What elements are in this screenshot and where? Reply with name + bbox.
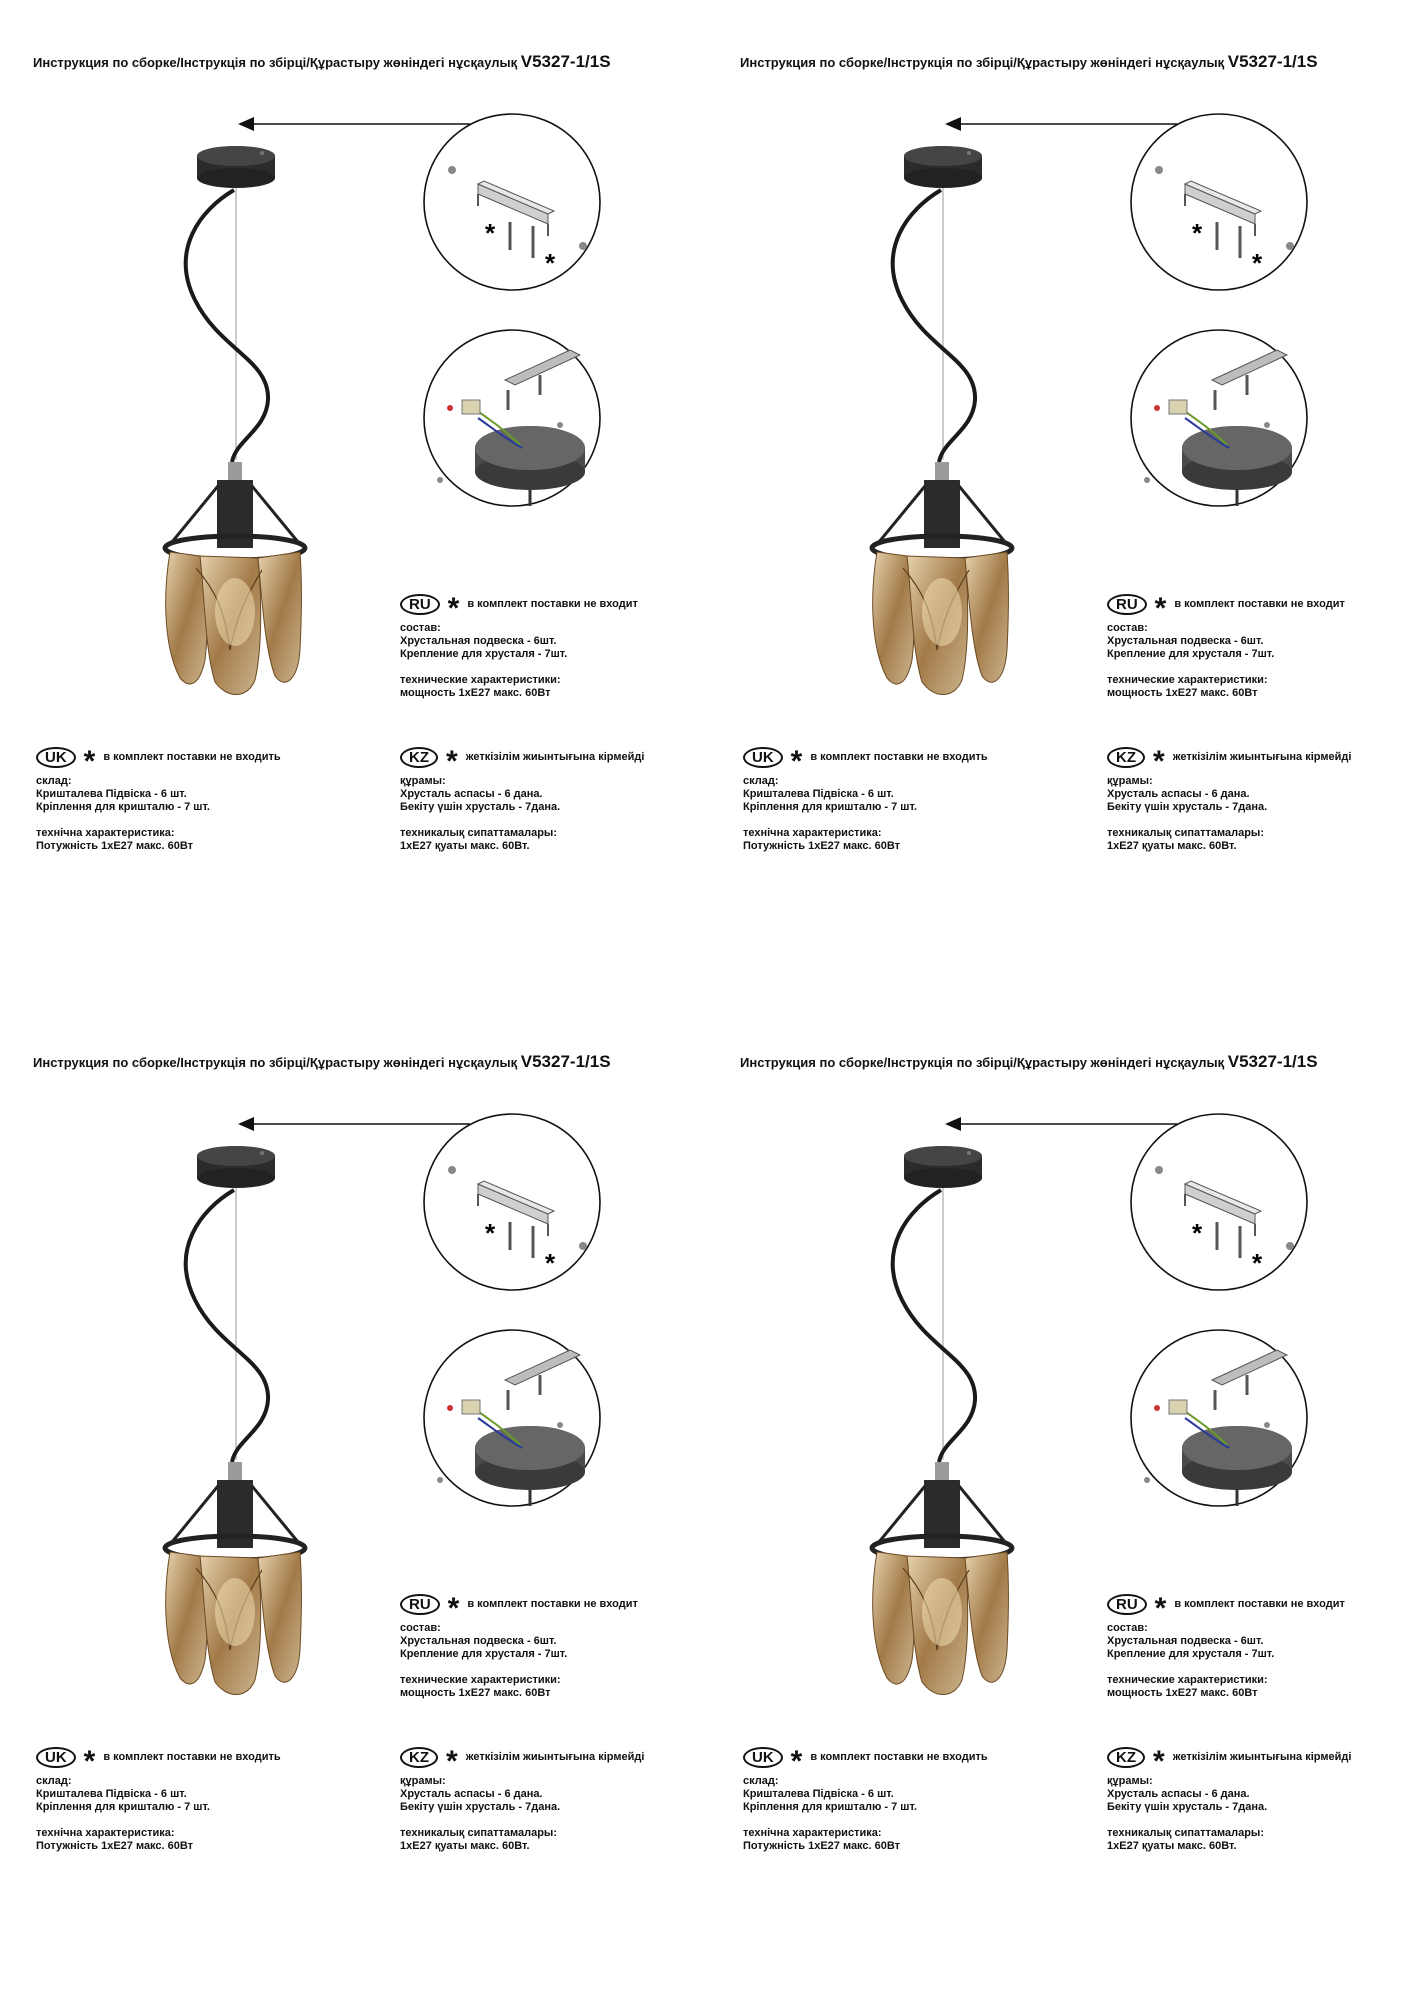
canopy-wiring-icon: [424, 330, 600, 506]
language-badge-uk: UK: [36, 1747, 76, 1768]
composition-label: состав:: [400, 1622, 441, 1634]
model-number: V5327-1/1S: [520, 52, 611, 71]
not-included-note: жеткізілім жиынтығына кірмейді: [465, 750, 645, 763]
pendant-lamp-icon: [872, 146, 1012, 695]
not-included-note: в комплект поставки не входит: [467, 597, 638, 610]
composition-label: склад:: [743, 775, 779, 787]
not-included-note: в комплект поставки не входить: [103, 1750, 281, 1763]
ru-section: [400, 590, 638, 700]
uk-section: [36, 1743, 281, 1853]
language-badge-ru: RU: [1107, 594, 1147, 615]
svg-text:*: *: [485, 218, 496, 248]
uk-section: [743, 1743, 988, 1853]
svg-text:*: *: [1252, 1248, 1263, 1278]
asterisk-icon: *: [790, 1745, 803, 1778]
specs-value: мощность 1xE27 макс. 60Вт: [1107, 1687, 1258, 1699]
specs-label: технические характеристики:: [400, 1674, 561, 1686]
composition-item: Крепление для хрусталя - 7шт.: [400, 648, 568, 660]
composition-item: Бекіту үшін хрусталь - 7дана.: [1107, 801, 1268, 813]
composition-label: состав:: [1107, 622, 1148, 634]
language-badge-kz: KZ: [1107, 1747, 1145, 1768]
composition-label: состав:: [1107, 1622, 1148, 1634]
not-included-note: в комплект поставки не входить: [810, 750, 988, 763]
language-badge-ru: RU: [400, 1594, 440, 1615]
composition-item: Кришталева Підвіска - 6 шт.: [36, 1788, 187, 1800]
svg-text:*: *: [1192, 1218, 1203, 1248]
uk-section: [36, 743, 281, 853]
language-badge-kz: KZ: [400, 747, 438, 768]
composition-item: Хрустальная подвеска - 6шт.: [1107, 1635, 1264, 1647]
svg-text:*: *: [545, 248, 556, 278]
specs-value: Потужність 1xE27 макс. 60Вт: [36, 840, 194, 852]
composition-item: Хрустальная подвеска - 6шт.: [400, 635, 557, 647]
composition-item: Хрусталь аспасы - 6 дана.: [400, 1788, 543, 1800]
kz-section: [1107, 1743, 1351, 1853]
panel-title: [33, 1052, 611, 1072]
composition-item: Хрусталь аспасы - 6 дана.: [1107, 788, 1250, 800]
composition-item: Кришталева Підвіска - 6 шт.: [36, 788, 187, 800]
composition-item: Хрусталь аспасы - 6 дана.: [400, 788, 543, 800]
composition-item: Бекіту үшін хрусталь - 7дана.: [400, 1801, 561, 1813]
arrow-left-icon: [945, 1117, 1177, 1131]
composition-item: Кріплення для кришталю - 7 шт.: [743, 801, 917, 813]
asterisk-icon: *: [446, 745, 458, 778]
model-number: V5327-1/1S: [520, 1052, 611, 1071]
language-badge-kz: KZ: [1107, 747, 1145, 768]
composition-item: Хрустальная подвеска - 6шт.: [400, 1635, 557, 1647]
ru-section: [400, 1590, 638, 1700]
composition-item: Кріплення для кришталю - 7 шт.: [36, 1801, 210, 1813]
specs-label: технічна характеристика:: [743, 1827, 882, 1839]
canopy-wiring-icon: [1131, 330, 1307, 506]
composition-label: склад:: [36, 1775, 72, 1787]
composition-item: Крепление для хрусталя - 7шт.: [1107, 1648, 1275, 1660]
composition-item: Кріплення для кришталю - 7 шт.: [743, 1801, 917, 1813]
asterisk-icon: *: [1154, 592, 1167, 625]
svg-text:*: *: [1252, 248, 1263, 278]
instruction-panel: [0, 0, 707, 1000]
not-included-note: в комплект поставки не входить: [810, 1750, 988, 1763]
composition-item: Бекіту үшін хрусталь - 7дана.: [400, 801, 561, 813]
specs-value: 1xE27 қуаты макс. 60Вт.: [1107, 1840, 1237, 1852]
specs-label: технические характеристики:: [400, 674, 561, 686]
asterisk-icon: *: [447, 592, 460, 625]
asterisk-icon: *: [1153, 745, 1165, 778]
composition-item: Крепление для хрусталя - 7шт.: [400, 1648, 568, 1660]
title-text: Инструкция по сборке/Інструкція по збірці/Құрастыру жөніндегі нұсқаулық: [33, 55, 518, 70]
svg-text:*: *: [545, 1248, 556, 1278]
specs-label: технічна характеристика:: [36, 1827, 175, 1839]
language-badge-uk: UK: [36, 747, 76, 768]
asterisk-icon: *: [83, 745, 96, 778]
title-text: Инструкция по сборке/Інструкція по збірці/Құрастыру жөніндегі нұсқаулық: [740, 1055, 1225, 1070]
language-badge-kz: KZ: [400, 1747, 438, 1768]
composition-label: құрамы:: [1107, 1775, 1153, 1787]
composition-label: состав:: [400, 622, 441, 634]
title-text: Инструкция по сборке/Інструкція по збірці/Құрастыру жөніндегі нұсқаулық: [33, 1055, 518, 1070]
instruction-panel: [707, 1000, 1414, 2000]
specs-label: технические характеристики:: [1107, 1674, 1268, 1686]
not-included-note: в комплект поставки не входит: [467, 1597, 638, 1610]
language-badge-uk: UK: [743, 1747, 783, 1768]
pendant-lamp-icon: [872, 1146, 1012, 1695]
not-included-note: в комплект поставки не входит: [1174, 1597, 1345, 1610]
specs-value: 1xE27 қуаты макс. 60Вт.: [400, 1840, 530, 1852]
model-number: V5327-1/1S: [1227, 1052, 1318, 1071]
specs-label: техникалық сипаттамалары:: [400, 827, 557, 839]
specs-label: технические характеристики:: [1107, 674, 1268, 686]
pendant-lamp-icon: [165, 1146, 305, 1695]
specs-value: мощность 1xE27 макс. 60Вт: [1107, 687, 1258, 699]
mounting-bracket-icon: [424, 1114, 600, 1290]
canopy-wiring-icon: [1131, 1330, 1307, 1506]
ru-section: [1107, 1590, 1345, 1700]
asterisk-icon: *: [1153, 1745, 1165, 1778]
composition-label: құрамы:: [400, 775, 446, 787]
instruction-panel: [707, 0, 1414, 1000]
composition-item: Хрустальная подвеска - 6шт.: [1107, 635, 1264, 647]
kz-section: [400, 1743, 644, 1853]
composition-item: Крепление для хрусталя - 7шт.: [1107, 648, 1275, 660]
specs-label: технічна характеристика:: [743, 827, 882, 839]
mounting-bracket-icon: [1131, 1114, 1307, 1290]
language-badge-uk: UK: [743, 747, 783, 768]
arrow-left-icon: [238, 1117, 470, 1131]
specs-value: мощность 1xE27 макс. 60Вт: [400, 1687, 551, 1699]
panel-title: [740, 52, 1318, 72]
instruction-panel: [0, 1000, 707, 2000]
not-included-note: жеткізілім жиынтығына кірмейді: [1172, 750, 1352, 763]
panel-title: [740, 1052, 1318, 1072]
composition-item: Кріплення для кришталю - 7 шт.: [36, 801, 210, 813]
asterisk-icon: *: [790, 745, 803, 778]
canopy-wiring-icon: [424, 1330, 600, 1506]
specs-label: технічна характеристика:: [36, 827, 175, 839]
specs-label: техникалық сипаттамалары:: [400, 1827, 557, 1839]
asterisk-icon: *: [447, 1592, 460, 1625]
not-included-note: в комплект поставки не входить: [103, 750, 281, 763]
not-included-note: в комплект поставки не входит: [1174, 597, 1345, 610]
specs-value: 1xE27 қуаты макс. 60Вт.: [1107, 840, 1237, 852]
model-number: V5327-1/1S: [1227, 52, 1318, 71]
composition-label: склад:: [743, 1775, 779, 1787]
language-badge-ru: RU: [1107, 1594, 1147, 1615]
composition-item: Хрусталь аспасы - 6 дана.: [1107, 1788, 1250, 1800]
panel-title: [33, 52, 611, 72]
svg-text:*: *: [485, 1218, 496, 1248]
pendant-lamp-icon: [165, 146, 305, 695]
composition-item: Кришталева Підвіска - 6 шт.: [743, 788, 894, 800]
arrow-left-icon: [238, 117, 470, 131]
not-included-note: жеткізілім жиынтығына кірмейді: [1172, 1750, 1352, 1763]
asterisk-icon: *: [446, 1745, 458, 1778]
asterisk-icon: *: [1154, 1592, 1167, 1625]
composition-label: құрамы:: [400, 1775, 446, 1787]
specs-label: техникалық сипаттамалары:: [1107, 1827, 1264, 1839]
composition-label: құрамы:: [1107, 775, 1153, 787]
specs-value: Потужність 1xE27 макс. 60Вт: [743, 1840, 901, 1852]
mounting-bracket-icon: [424, 114, 600, 290]
ru-section: [1107, 590, 1345, 700]
composition-item: Кришталева Підвіска - 6 шт.: [743, 1788, 894, 1800]
composition-label: склад:: [36, 775, 72, 787]
specs-label: техникалық сипаттамалары:: [1107, 827, 1264, 839]
not-included-note: жеткізілім жиынтығына кірмейді: [465, 1750, 645, 1763]
kz-section: [400, 743, 644, 853]
svg-text:*: *: [1192, 218, 1203, 248]
asterisk-icon: *: [83, 1745, 96, 1778]
specs-value: 1xE27 қуаты макс. 60Вт.: [400, 840, 530, 852]
title-text: Инструкция по сборке/Інструкція по збірці/Құрастыру жөніндегі нұсқаулық: [740, 55, 1225, 70]
specs-value: Потужність 1xE27 макс. 60Вт: [743, 840, 901, 852]
language-badge-ru: RU: [400, 594, 440, 615]
uk-section: [743, 743, 988, 853]
composition-item: Бекіту үшін хрусталь - 7дана.: [1107, 1801, 1268, 1813]
arrow-left-icon: [945, 117, 1177, 131]
specs-value: Потужність 1xE27 макс. 60Вт: [36, 1840, 194, 1852]
specs-value: мощность 1xE27 макс. 60Вт: [400, 687, 551, 699]
mounting-bracket-icon: [1131, 114, 1307, 290]
kz-section: [1107, 743, 1351, 853]
